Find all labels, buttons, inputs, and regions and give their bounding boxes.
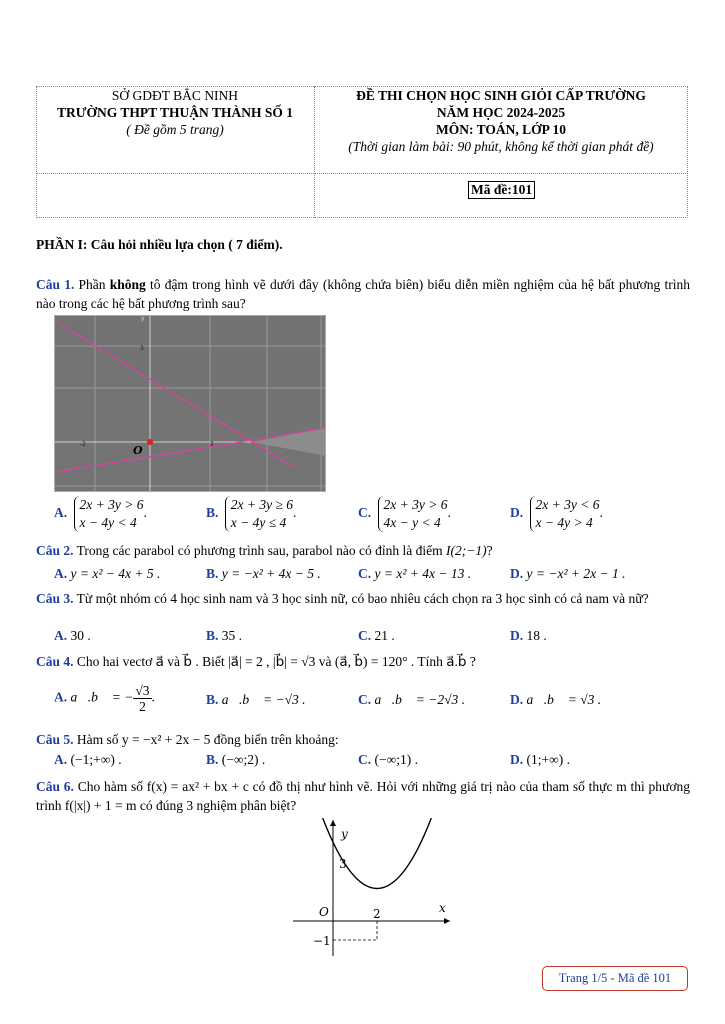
option-text: (−∞;1) .: [374, 752, 418, 767]
option-label: B.: [206, 692, 219, 707]
question-text: Phần: [78, 277, 106, 292]
option-label: A.: [54, 505, 68, 521]
school-year: NĂM HỌC 2024-2025: [436, 105, 566, 120]
question-1: [36, 275, 690, 313]
q4-option-a[interactable]: [54, 683, 155, 714]
option-label: A.: [54, 628, 68, 643]
option-label: B.: [206, 628, 219, 643]
origin-label: O: [319, 905, 329, 919]
question-6: [36, 777, 690, 815]
x-axis-label: x: [439, 901, 446, 915]
option-text: 21 .: [374, 628, 395, 643]
header-divider: [36, 173, 688, 174]
inequality-system: [378, 496, 451, 532]
inequality-system: [530, 496, 603, 532]
option-label: D.: [510, 752, 524, 767]
option-label: D.: [510, 566, 524, 581]
question-4: [36, 652, 690, 671]
page-count-note: ( Đề gồm 5 trang): [126, 122, 224, 137]
q3-option-b[interactable]: [206, 628, 242, 644]
option-end: .: [599, 505, 603, 521]
section-title: PHẦN I: Câu hỏi nhiều lựa chọn ( 7 điểm).: [36, 237, 283, 252]
question-label: Câu 4.: [36, 654, 74, 669]
vertex-point: I(2;−1): [446, 543, 487, 558]
q2-option-c[interactable]: [358, 566, 471, 582]
question-label: Câu 2.: [36, 543, 74, 558]
option-label: B.: [206, 505, 219, 521]
option-text: y = −x² + 4x − 5 .: [221, 566, 321, 581]
q3-option-a[interactable]: [54, 628, 91, 644]
option-label: B.: [206, 566, 219, 581]
y-axis-label: y: [141, 316, 145, 322]
inequality-system: [74, 496, 147, 532]
option-label: C.: [358, 566, 372, 581]
option-text: (−∞;2) .: [221, 752, 266, 767]
q1-option-d[interactable]: [510, 496, 603, 532]
fraction-numerator: √3: [135, 683, 150, 698]
option-text: 35 .: [221, 628, 243, 643]
subject: MÔN: TOÁN, LỚP 10: [435, 122, 566, 137]
tick-label: 2: [210, 441, 214, 448]
q4-option-b[interactable]: [206, 692, 306, 708]
q1-option-a[interactable]: [54, 496, 147, 532]
option-end: .: [293, 505, 297, 521]
inequality: 4x − y < 4: [383, 515, 441, 530]
question-text: Từ một nhóm có 4 học sinh nam và 3 học sinh nữ, có bao nhiêu cách chọn ra 3 học sinh có cả nam và nữ?: [76, 591, 649, 606]
time-note: (Thời gian làm bài: 90 phút, không kể thời gian phát đề): [348, 139, 654, 154]
q1-option-b[interactable]: [206, 496, 296, 532]
q2-option-a[interactable]: [54, 566, 160, 582]
option-label: C.: [358, 628, 372, 643]
option-label: D.: [510, 692, 524, 707]
option-text: y = x² − 4x + 5 .: [70, 566, 161, 581]
option-label: A.: [54, 689, 68, 705]
inequality-graph-svg: [55, 316, 326, 492]
inequality: x − 4y ≤ 4: [230, 515, 287, 530]
option-text: a⃗.b⃗ = −: [70, 689, 134, 705]
exam-title: ĐỀ THI CHỌN HỌC SINH GIỎI CẤP TRƯỜNG: [356, 88, 646, 103]
inequality: 2x + 3y ≥ 6: [230, 497, 294, 512]
tick-label: 3: [140, 345, 144, 352]
q1-option-c[interactable]: [358, 496, 451, 532]
exam-code: Mã đề:101: [468, 181, 535, 199]
y-axis-label: y: [341, 827, 348, 841]
q3-option-c[interactable]: [358, 628, 395, 644]
question-text-bold: không: [109, 277, 146, 292]
option-end: .: [151, 689, 155, 705]
inequality: 2x + 3y < 6: [535, 497, 600, 512]
inequality-system: [225, 496, 293, 532]
question-text: Cho hai vectơ a⃗ và b⃗ . Biết |a⃗| = 2 , |b⃗| = √3 và (a⃗, b⃗) = 120° . Tính a⃗.b⃗ ?: [76, 654, 476, 669]
q2-option-d[interactable]: [510, 566, 625, 582]
tick-label: -2: [80, 441, 86, 448]
question-2: [36, 541, 690, 560]
option-text: y = x² + 4x − 13 .: [374, 566, 472, 581]
question-text: tô đậm trong hình vẽ dưới đây (không chứa biên) biểu diễn miền nghiệm của hệ bất phương trình nào trong các hệ bất phương trình sau?: [36, 277, 690, 311]
option-end: .: [143, 505, 147, 521]
inequality: 2x + 3y > 6: [383, 497, 448, 512]
option-text: a⃗.b⃗ = √3 .: [526, 692, 602, 707]
parabola-graph: [285, 818, 455, 958]
option-label: D.: [510, 628, 524, 643]
vertex-y-label: −1: [313, 934, 331, 948]
inequality: 2x + 3y > 6: [79, 497, 144, 512]
option-text: 18 .: [526, 628, 547, 643]
page-footer: Trang 1/5 - Mã đề 101: [542, 966, 688, 991]
question-text: Cho hàm số f(x) = ax² + bx + c có đồ thị như hình vẽ. Hỏi với những giá trị nào của tham số thực m thì phương trình f(|x|) + 1 = m có đúng 3 nghiệm phân biệt?: [36, 779, 690, 813]
q5-option-b[interactable]: [206, 752, 265, 768]
option-text: y = −x² + 2x − 1 .: [526, 566, 626, 581]
question-label: Câu 3.: [36, 591, 74, 606]
option-label: C.: [358, 692, 372, 707]
option-label: C.: [358, 752, 372, 767]
question-text: Hàm số y = −x² + 2x − 5 đồng biến trên khoảng:: [76, 732, 339, 747]
option-text: (1;+∞) .: [526, 752, 570, 767]
question-label: Câu 5.: [36, 732, 74, 747]
q5-option-d[interactable]: [510, 752, 570, 768]
option-label: B.: [206, 752, 219, 767]
vertex-x-label: 2: [373, 907, 381, 921]
question-end: ?: [486, 543, 493, 558]
fraction: [133, 683, 151, 714]
option-label: C.: [358, 505, 372, 521]
question-5: [36, 730, 690, 749]
origin-label: O: [133, 444, 143, 457]
question-text: Trong các parabol có phương trình sau, parabol nào có đỉnh là điểm: [76, 543, 443, 558]
question-label: Câu 1.: [36, 277, 75, 292]
q5-option-c[interactable]: [358, 752, 418, 768]
y-intercept-label: 3: [339, 857, 347, 871]
option-text: a⃗.b⃗ = −2√3 .: [374, 692, 466, 707]
option-text: (−1;+∞) .: [70, 752, 122, 767]
option-text: a⃗.b⃗ = −√3 .: [221, 692, 306, 707]
q5-option-a[interactable]: [54, 752, 122, 768]
option-label: A.: [54, 752, 68, 767]
option-label: A.: [54, 566, 68, 581]
inequality: x − 4y > 4: [535, 515, 593, 530]
option-text: 30 .: [70, 628, 91, 643]
question-label: Câu 6.: [36, 779, 74, 794]
option-end: .: [447, 505, 451, 521]
department-name: SỞ GDĐT BẮC NINH: [111, 88, 239, 103]
inequality-region-graph: [54, 315, 326, 492]
option-label: D.: [510, 505, 524, 521]
q4-option-d[interactable]: [510, 692, 601, 708]
school-name: TRƯỜNG THPT THUẬN THÀNH SỐ 1: [57, 105, 293, 120]
fraction-denominator: 2: [139, 699, 146, 714]
q2-option-b[interactable]: [206, 566, 321, 582]
q4-option-c[interactable]: [358, 692, 465, 708]
q3-option-d[interactable]: [510, 628, 547, 644]
inequality: x − 4y < 4: [79, 515, 137, 530]
question-3: [36, 589, 690, 608]
